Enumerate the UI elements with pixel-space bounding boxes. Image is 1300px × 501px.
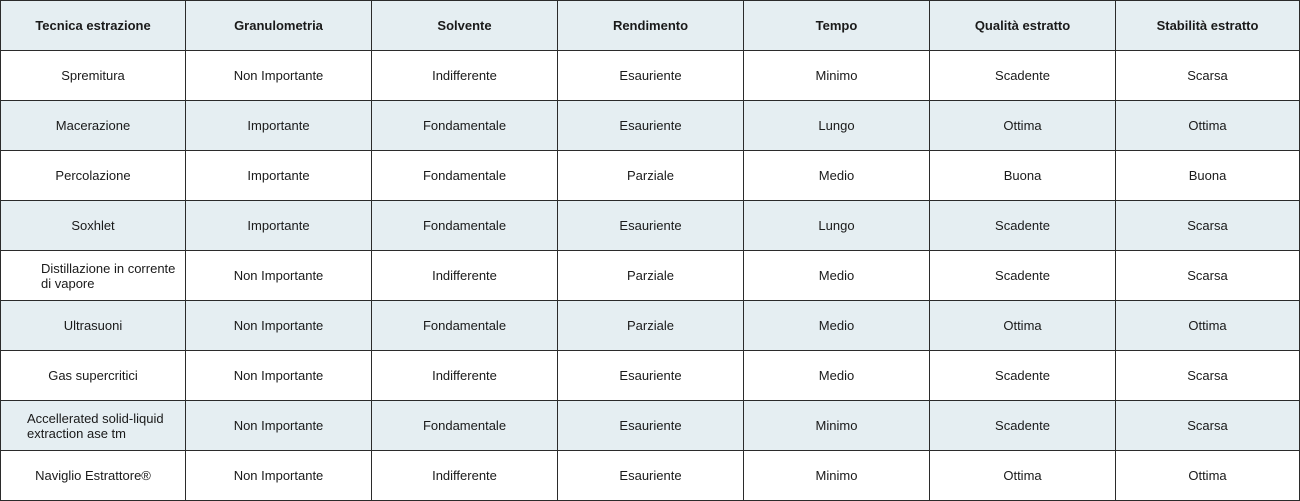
cell-rendimento: Esauriente (558, 101, 744, 151)
table-row (1, 351, 1300, 401)
table-row (1, 51, 1300, 101)
cell-rendimento: Esauriente (558, 451, 744, 501)
table-row (1, 301, 1300, 351)
cell-granulometria: Importante (186, 151, 372, 201)
cell-technique: Distillazione in corrente di vapore (1, 251, 186, 301)
cell-stabilita: Ottima (1116, 101, 1300, 151)
cell-solvente: Fondamentale (372, 401, 558, 451)
cell-technique: Spremitura (1, 51, 186, 101)
cell-tempo: Lungo (744, 201, 930, 251)
cell-granulometria: Importante (186, 201, 372, 251)
cell-granulometria: Non Importante (186, 51, 372, 101)
cell-rendimento: Esauriente (558, 401, 744, 451)
cell-tempo: Minimo (744, 401, 930, 451)
table-header (1, 1, 1300, 51)
cell-technique: Gas supercritici (1, 351, 186, 401)
cell-stabilita: Scarsa (1116, 251, 1300, 301)
header-granulometria: Granulometria (186, 1, 372, 51)
cell-stabilita: Ottima (1116, 451, 1300, 501)
cell-technique: Percolazione (1, 151, 186, 201)
cell-tempo: Medio (744, 351, 930, 401)
cell-stabilita: Scarsa (1116, 201, 1300, 251)
cell-technique: Ultrasuoni (1, 301, 186, 351)
cell-qualita: Scadente (930, 51, 1116, 101)
cell-stabilita: Buona (1116, 151, 1300, 201)
header-stabilita: Stabilità estratto (1116, 1, 1300, 51)
table-row (1, 251, 1300, 301)
cell-granulometria: Importante (186, 101, 372, 151)
header-rendimento: Rendimento (558, 1, 744, 51)
cell-technique: Macerazione (1, 101, 186, 151)
cell-technique: Naviglio Estrattore® (1, 451, 186, 501)
cell-granulometria: Non Importante (186, 401, 372, 451)
cell-solvente: Indifferente (372, 51, 558, 101)
table-row (1, 101, 1300, 151)
cell-tempo: Minimo (744, 51, 930, 101)
cell-qualita: Buona (930, 151, 1116, 201)
cell-solvente: Indifferente (372, 451, 558, 501)
cell-solvente: Indifferente (372, 251, 558, 301)
cell-tempo: Lungo (744, 101, 930, 151)
table-row (1, 151, 1300, 201)
table-row (1, 451, 1300, 501)
cell-technique: Accellerated solid-liquid extraction ase tm (1, 401, 186, 451)
cell-rendimento: Esauriente (558, 51, 744, 101)
cell-rendimento: Esauriente (558, 201, 744, 251)
cell-granulometria: Non Importante (186, 451, 372, 501)
cell-tempo: Medio (744, 151, 930, 201)
cell-solvente: Indifferente (372, 351, 558, 401)
cell-rendimento: Esauriente (558, 351, 744, 401)
cell-tempo: Medio (744, 251, 930, 301)
cell-rendimento: Parziale (558, 301, 744, 351)
cell-stabilita: Scarsa (1116, 401, 1300, 451)
header-tecnica: Tecnica estrazione (1, 1, 186, 51)
cell-stabilita: Scarsa (1116, 351, 1300, 401)
table-row (1, 201, 1300, 251)
cell-technique: Soxhlet (1, 201, 186, 251)
cell-rendimento: Parziale (558, 151, 744, 201)
cell-qualita: Scadente (930, 401, 1116, 451)
cell-granulometria: Non Importante (186, 301, 372, 351)
cell-solvente: Fondamentale (372, 101, 558, 151)
table-row (1, 401, 1300, 451)
cell-qualita: Ottima (930, 301, 1116, 351)
table-body (1, 51, 1300, 501)
cell-qualita: Ottima (930, 101, 1116, 151)
header-tempo: Tempo (744, 1, 930, 51)
cell-solvente: Fondamentale (372, 151, 558, 201)
cell-solvente: Fondamentale (372, 301, 558, 351)
cell-granulometria: Non Importante (186, 351, 372, 401)
cell-qualita: Scadente (930, 251, 1116, 301)
cell-solvente: Fondamentale (372, 201, 558, 251)
cell-rendimento: Parziale (558, 251, 744, 301)
header-row (1, 1, 1300, 51)
cell-granulometria: Non Importante (186, 251, 372, 301)
cell-tempo: Minimo (744, 451, 930, 501)
header-qualita: Qualità estratto (930, 1, 1116, 51)
cell-qualita: Scadente (930, 201, 1116, 251)
cell-qualita: Scadente (930, 351, 1116, 401)
cell-stabilita: Scarsa (1116, 51, 1300, 101)
cell-tempo: Medio (744, 301, 930, 351)
cell-stabilita: Ottima (1116, 301, 1300, 351)
cell-qualita: Ottima (930, 451, 1116, 501)
header-solvente: Solvente (372, 1, 558, 51)
